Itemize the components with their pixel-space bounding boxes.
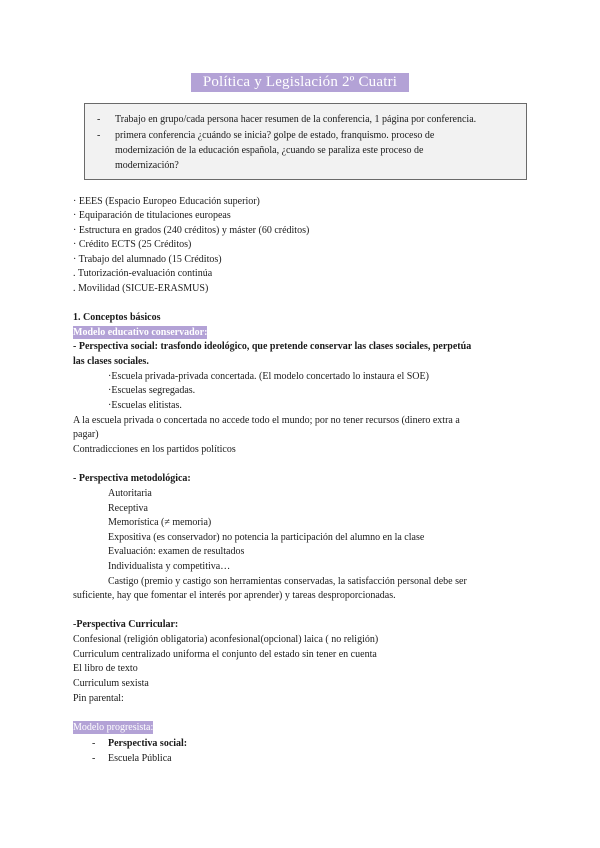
method-item-6: Individualista y competitiva… — [108, 561, 231, 572]
method-item-2: Receptiva — [108, 503, 148, 514]
box-item-2-line-1: primera conferencia ¿cuándo se inicia? golpe de estado, franquismo. proceso de — [115, 130, 435, 141]
school-item-1: ·Escuela privada-privada concertada. (El modelo concertado lo instaura el SOE) — [108, 371, 429, 382]
bullet-estructura: · Estructura en grados (240 créditos) y máster (60 créditos) — [73, 225, 310, 236]
method-item-1: Autoritaria — [108, 488, 152, 499]
box-item-2-line-3: modernización? — [115, 160, 179, 171]
box-dash-1: - — [97, 114, 101, 125]
private-school-line-1: A la escuela privada o concertada no accede todo el mundo; por no tener recursos (dinero extra a — [73, 415, 460, 426]
private-school-line-2: pagar) — [73, 429, 99, 440]
castigo-line-1: Castigo (premio y castigo son herramientas conservadas, la satisfacción personal debe ser — [108, 576, 467, 587]
assignment-box — [84, 103, 527, 180]
curricular-heading: -Perspectiva Curricular: — [73, 619, 179, 630]
bullet-trabajo: · Trabajo del alumnado (15 Créditos) — [73, 254, 222, 265]
school-item-3: ·Escuelas elitistas. — [108, 400, 182, 411]
castigo-line-2: suficiente, hay que fomentar el interés por aprender) y tareas desproporcionadas. — [73, 590, 396, 601]
bullet-movilidad: . Movilidad (SICUE-ERASMUS) — [73, 283, 209, 294]
social-perspective-line-2: las clases sociales. — [73, 356, 149, 367]
bullet-tutorizacion: . Tutorización-evaluación continúa — [73, 268, 213, 279]
page-title: Política y Legislación 2º Cuatri — [191, 73, 409, 92]
section-heading: 1. Conceptos básicos — [73, 312, 161, 323]
model-conservador-label: Modelo educativo conservador: — [73, 327, 208, 338]
social-perspective-line-1: - Perspectiva social: trasfondo ideológico, que pretende conservar las clases sociales, perpetúa — [73, 341, 472, 352]
curricular-item-2: Curriculum centralizado uniforma el conjunto del estado sin tener en cuenta — [73, 649, 377, 660]
curricular-item-3: El libro de texto — [73, 663, 138, 674]
model-progresista-label: Modelo progresista: — [73, 722, 154, 733]
box-item-1: Trabajo en grupo/cada persona hacer resumen de la conferencia, 1 página por conferencia. — [115, 114, 477, 125]
progresista-dash-2: - — [92, 753, 96, 764]
bullet-equiparacion: · Equiparación de titulaciones europeas — [73, 210, 231, 221]
bullet-eees: · EEES (Espacio Europeo Educación superior) — [73, 196, 260, 207]
progresista-dash-1: - — [92, 738, 96, 749]
method-item-4: Expositiva (es conservador) no potencia la participación del alumno en la clase — [108, 532, 425, 543]
curricular-item-5: Pin parental: — [73, 693, 124, 704]
box-item-2-line-2: modernización de la educación española, ¿cuando se paraliza este proceso de — [115, 145, 424, 156]
progresista-item-2: Escuela Pública — [108, 753, 172, 764]
school-item-2: ·Escuelas segregadas. — [108, 385, 196, 396]
contradictions-line: Contradicciones en los partidos políticos — [73, 444, 236, 455]
method-item-3: Memorística (≠ memoria) — [108, 517, 212, 528]
method-item-5: Evaluación: examen de resultados — [108, 546, 245, 557]
curricular-item-4: Curriculum sexista — [73, 678, 149, 689]
curricular-item-1: Confesional (religión obligatoria) aconfesional(opcional) laica ( no religión) — [73, 634, 379, 645]
bullet-credito: · Crédito ECTS (25 Créditos) — [73, 239, 192, 250]
box-dash-2: - — [97, 130, 101, 141]
progresista-item-1: Perspectiva social: — [108, 738, 188, 749]
method-heading: - Perspectiva metodológica: — [73, 473, 191, 484]
